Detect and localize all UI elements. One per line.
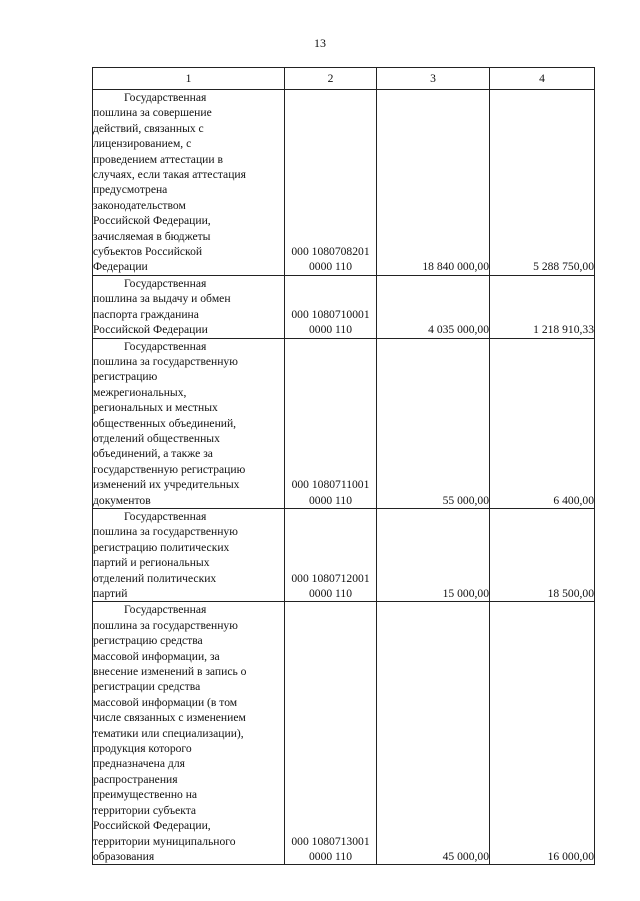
- fee-description-line: предназначена для: [93, 757, 185, 771]
- amount-column-4-cell: 16 000,00: [490, 602, 595, 865]
- budget-code-line: 000 1080710001: [291, 307, 370, 321]
- budget-code-line: 000 1080708201: [291, 245, 370, 259]
- fee-description-line: пошлина за государственную: [93, 525, 238, 539]
- fee-description-line: предусмотрена: [93, 183, 168, 197]
- fee-description-line: распространения: [93, 772, 178, 786]
- fee-description-line: Российской Федерации,: [93, 214, 211, 228]
- fee-description-line: пошлина за государственную: [93, 354, 238, 368]
- budget-code-cell: [285, 508, 377, 601]
- fee-description-cell: [93, 275, 285, 338]
- fee-description-line: Государственная: [124, 603, 207, 617]
- fee-description-line: Государственная: [124, 339, 207, 353]
- page-number: 13: [314, 36, 326, 50]
- fees-table: [92, 67, 595, 865]
- amount-column-4-cell: 6 400,00: [490, 338, 595, 508]
- fee-description-line: преимущественно на: [93, 788, 198, 802]
- budget-code-line: 0000 110: [308, 587, 353, 600]
- fee-description-line: государственную регистрацию: [93, 462, 246, 476]
- amount-column-3-cell: 55 000,00: [377, 338, 490, 508]
- budget-code-line: 0000 110: [308, 493, 353, 507]
- fee-description-line: территории муниципального: [93, 834, 236, 848]
- fee-description-line: партий и региональных: [93, 556, 210, 570]
- fee-description-line: законодательством: [93, 198, 186, 212]
- column-header-4: 4: [490, 68, 595, 90]
- budget-code-line: 000 1080713001: [291, 834, 370, 848]
- budget-code-cell: [285, 275, 377, 338]
- fee-description-line: пошлина за совершение: [93, 106, 212, 120]
- fee-description-cell: [93, 602, 285, 865]
- amount-column-4-cell: 1 218 910,33: [490, 275, 595, 338]
- fee-description-line: паспорта гражданина: [93, 307, 199, 321]
- fee-description-line: действий, связанных с: [93, 121, 204, 135]
- fee-description-line: субъектов Российской: [93, 245, 203, 259]
- fee-description-line: отделений общественных: [93, 431, 220, 445]
- fee-description-cell: [93, 90, 285, 276]
- fee-description-line: Государственная: [124, 91, 207, 104]
- fee-description-line: внесение изменений в запись о: [93, 665, 247, 679]
- column-header-1: 1: [93, 68, 285, 90]
- budget-code-cell: [285, 338, 377, 508]
- fee-description-line: региональных и местных: [93, 401, 218, 415]
- budget-code-line: 0000 110: [308, 323, 353, 337]
- fee-description-line: регистрацию: [93, 370, 158, 384]
- fee-description-line: отделений политических: [93, 571, 217, 585]
- budget-code-line: 0000 110: [308, 849, 353, 863]
- table-row: [93, 338, 595, 508]
- fee-description-line: регистрации средства: [93, 680, 201, 694]
- fee-description-line: проведением аттестации в: [93, 152, 223, 166]
- amount-column-3-cell: 18 840 000,00: [377, 90, 490, 276]
- fee-description-line: межрегиональных,: [93, 385, 187, 399]
- fee-description-line: Российской Федерации,: [93, 819, 211, 833]
- fee-description-line: Государственная: [124, 509, 207, 523]
- fee-description-line: пошлина за выдачу и обмен: [93, 292, 231, 306]
- column-header-2: 2: [285, 68, 377, 90]
- fee-description-line: случаях, если такая аттестация: [93, 168, 246, 182]
- budget-code-cell: [285, 602, 377, 865]
- fee-description-line: зачисляемая в бюджеты: [93, 229, 211, 243]
- fee-description-cell: [93, 338, 285, 508]
- table-header-row: [93, 68, 595, 90]
- budget-code-line: 000 1080712001: [291, 571, 370, 585]
- fee-description-line: лицензированием, с: [93, 137, 192, 151]
- fee-description-line: регистрацию политических: [93, 540, 230, 554]
- fee-description-line: изменений их учредительных: [93, 478, 240, 492]
- budget-code-line: 0000 110: [308, 260, 353, 274]
- fee-description-line: тематики или специализации),: [93, 726, 244, 740]
- fee-description-line: регистрацию средства: [93, 634, 203, 648]
- table-row: [93, 602, 595, 865]
- fee-description-line: пошлина за государственную: [93, 618, 238, 632]
- fee-description-line: Российской Федерации: [93, 323, 208, 337]
- amount-column-4-cell: 5 288 750,00: [490, 90, 595, 276]
- fee-description-line: территории субъекта: [93, 803, 197, 817]
- table-row: [93, 275, 595, 338]
- fee-description-line: объединений, а также за: [93, 447, 213, 461]
- amount-column-3-cell: 45 000,00: [377, 602, 490, 865]
- fees-table-body: [93, 90, 595, 865]
- fee-description-line: числе связанных с изменением: [93, 711, 246, 725]
- amount-column-4-cell: 18 500,00: [490, 508, 595, 601]
- amount-column-3-cell: 15 000,00: [377, 508, 490, 601]
- fee-description-line: массовой информации, за: [93, 649, 220, 663]
- fee-description-line: Федерации: [93, 260, 148, 274]
- fee-description-cell: [93, 508, 285, 601]
- fee-description-line: Государственная: [124, 276, 207, 290]
- fee-description-line: партий: [93, 587, 128, 600]
- table-row: [93, 90, 595, 276]
- budget-code-cell: [285, 90, 377, 276]
- fee-description-line: массовой информации (в том: [93, 695, 238, 709]
- budget-code-line: 000 1080711001: [291, 478, 370, 492]
- fee-description-line: общественных объединений,: [93, 416, 237, 430]
- amount-column-3-cell: 4 035 000,00: [377, 275, 490, 338]
- fee-description-line: образования: [93, 849, 155, 863]
- fee-description-line: продукция которого: [93, 742, 192, 756]
- fee-description-line: документов: [93, 493, 151, 507]
- table-row: [93, 508, 595, 601]
- column-header-3: 3: [377, 68, 490, 90]
